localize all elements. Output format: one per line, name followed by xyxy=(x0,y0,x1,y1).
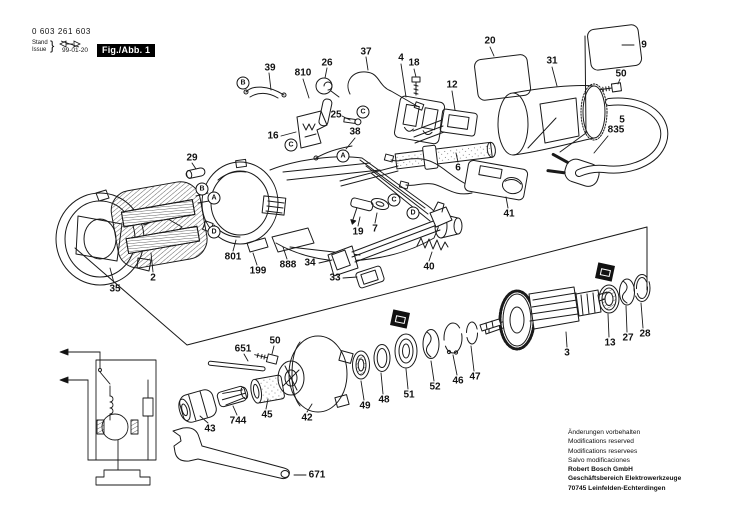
part-callout-48: 48 xyxy=(378,394,390,406)
part-callout-5: 5 xyxy=(619,114,625,126)
part-callout-199: 199 xyxy=(249,265,267,277)
part-callout-47: 47 xyxy=(469,371,481,383)
part-callout-50: 50 xyxy=(615,68,627,80)
grommet-26 xyxy=(316,78,339,97)
document-number: 0 603 261 603 xyxy=(32,27,91,36)
part-callout-888: 888 xyxy=(279,259,297,271)
part-callout-51: 51 xyxy=(403,389,415,401)
footer-notice-line: Modifications reserved xyxy=(568,438,634,446)
footer-company-line: Geschäftsbereich Elektrowerkzeuge xyxy=(568,475,682,483)
ref-letter-C: C xyxy=(388,194,401,207)
part-callout-20: 20 xyxy=(484,35,496,47)
part-callout-12: 12 xyxy=(446,79,458,91)
armature-3 xyxy=(485,287,608,349)
issue-date: 99-01-20 xyxy=(62,47,89,54)
part-callout-27: 27 xyxy=(622,332,634,344)
wire-39 xyxy=(244,87,286,98)
figure-label-box xyxy=(97,44,155,57)
part-callout-651: 651 xyxy=(234,343,252,355)
snap-ring-47 xyxy=(467,322,478,344)
part-callout-37: 37 xyxy=(360,46,372,58)
ref-letter-A: A xyxy=(208,192,221,205)
field-housing-31 xyxy=(498,84,607,155)
footer-notice-line: Änderungen vorbehalten xyxy=(568,429,641,436)
footer-note xyxy=(568,428,681,493)
part-callout-13: 13 xyxy=(604,337,616,349)
part-callout-9: 9 xyxy=(641,39,647,51)
part-callout-744: 744 xyxy=(229,415,247,427)
footer-notice-line: Salvo modificaciones xyxy=(568,456,630,464)
clamp-19 xyxy=(346,197,374,228)
nameplate-20 xyxy=(474,54,532,101)
part-callout-18: 18 xyxy=(408,57,420,69)
ref-letter-C: C xyxy=(357,106,370,119)
part-callout-801: 801 xyxy=(224,251,242,263)
part-callout-16: 16 xyxy=(267,130,279,142)
ref-letter-B: B xyxy=(237,77,250,90)
part-callout-33: 33 xyxy=(329,272,341,284)
part-callout-2: 2 xyxy=(150,272,156,284)
part-callout-25: 25 xyxy=(330,109,342,121)
wrench-671 xyxy=(173,428,289,479)
brace-glyph: } xyxy=(50,38,55,53)
collet-nut-43 xyxy=(176,388,218,425)
part-callout-810: 810 xyxy=(294,67,312,79)
part-callout-835: 835 xyxy=(607,124,625,136)
part-callout-28: 28 xyxy=(639,328,651,340)
stator-2 xyxy=(108,179,210,271)
part-callout-7: 7 xyxy=(372,223,378,235)
part-callout-26: 26 xyxy=(321,57,333,69)
stand-label: Stand xyxy=(32,40,48,46)
rod-651 xyxy=(208,361,265,371)
screw-18 xyxy=(412,77,420,95)
part-callout-19: 19 xyxy=(352,226,364,238)
figure-label: Fig./Abb. 1 xyxy=(102,45,151,55)
bearing-13 xyxy=(599,285,619,313)
ref-letter-D: D xyxy=(407,207,420,220)
wiring-schematic xyxy=(60,349,156,485)
part-callout-43: 43 xyxy=(204,423,216,435)
bracket-16 xyxy=(297,111,327,148)
washer-52 xyxy=(423,330,439,359)
part-callout-31: 31 xyxy=(546,55,558,67)
part-callout-39: 39 xyxy=(264,62,276,74)
spacer-45 xyxy=(249,375,285,404)
field-connector-12 xyxy=(440,109,478,137)
footer-company-line: 70745 Leinfelden-Echterdingen xyxy=(568,484,666,492)
lever-33 xyxy=(355,265,385,288)
snap-ring-28 xyxy=(634,275,650,302)
ref-letter-D: D xyxy=(208,226,221,239)
issue-label: Issue xyxy=(32,47,47,53)
part-callout-29: 29 xyxy=(186,152,198,164)
ring-48 xyxy=(374,345,390,372)
part-callout-4: 4 xyxy=(398,52,404,64)
ref-letter-A: A xyxy=(337,150,350,163)
part-callout-3: 3 xyxy=(564,347,570,359)
part-callout-40: 40 xyxy=(423,261,435,273)
part-callout-45: 45 xyxy=(261,409,273,421)
screw-50-bottom xyxy=(254,351,278,364)
part-callout-34: 34 xyxy=(304,257,316,269)
part-callout-46: 46 xyxy=(452,375,464,387)
part-callout-38: 38 xyxy=(349,126,361,138)
bearing-49 xyxy=(353,351,370,379)
part-callout-35: 35 xyxy=(109,283,121,295)
part-callout-50: 50 xyxy=(269,335,281,347)
lubricant-marker xyxy=(390,309,410,328)
part-callout-671: 671 xyxy=(308,469,326,481)
sticker-888 xyxy=(272,228,314,252)
part-callout-49: 49 xyxy=(359,400,371,412)
ref-letter-B: B xyxy=(196,183,209,196)
footer-company-line: Robert Bosch GmbH xyxy=(568,466,633,474)
part-callout-6: 6 xyxy=(455,162,461,174)
footer-notice-line: Modifications reservees xyxy=(568,447,638,455)
bearing-51 xyxy=(395,334,417,368)
lubricant-marker xyxy=(595,262,615,281)
switch-41 xyxy=(464,160,528,201)
part-callout-41: 41 xyxy=(503,208,515,220)
sticker-199 xyxy=(247,238,268,252)
part-callout-52: 52 xyxy=(429,381,441,393)
part-callout-42: 42 xyxy=(301,412,313,424)
gear-housing-42 xyxy=(278,336,353,412)
washer-27 xyxy=(620,279,635,305)
ref-letter-C: C xyxy=(285,139,298,152)
collet-744 xyxy=(216,385,249,408)
snap-ring-46 xyxy=(444,323,462,354)
